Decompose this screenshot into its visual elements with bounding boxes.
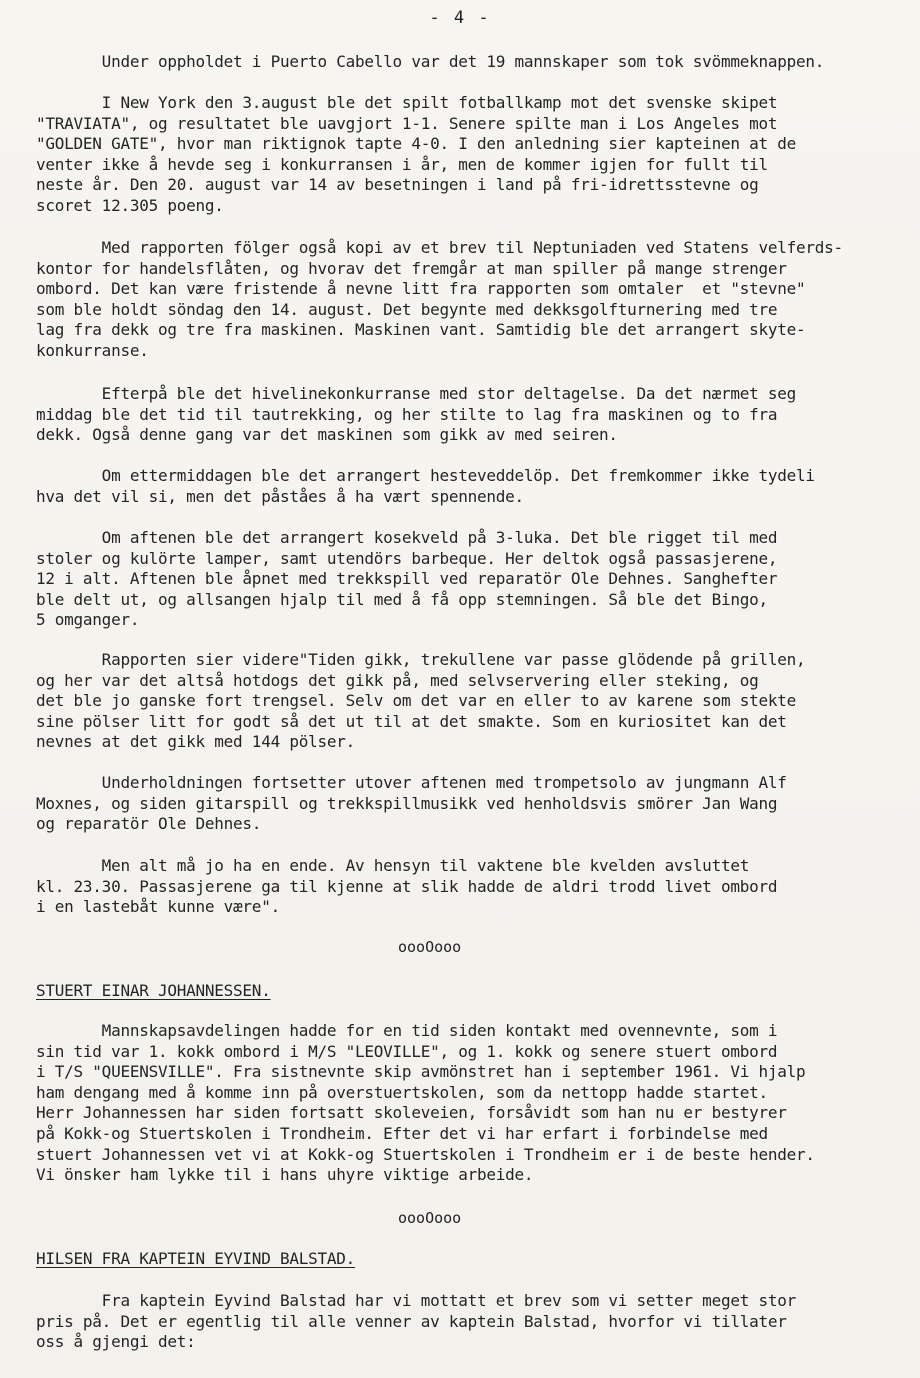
paragraph-line: Moxnes, og siden gitarspill og trekkspillmusikk ved henholdsvis smörer Jan Wang (36, 793, 778, 813)
paragraph-line: ham dengang med å komme inn på overstuertskolen, som da nettopp hadde startet. (36, 1082, 768, 1102)
paragraph-line: ble delt ut, og allsangen hjalp til med å få opp stemningen. Så ble det Bingo, (36, 589, 768, 609)
section-separator: oooOooo (398, 1209, 462, 1227)
paragraph-line: pris på. Det er egentlig til alle venner av kaptein Balstad, hvorfor vi tillater (36, 1311, 787, 1331)
paragraph-line: Vi önsker ham lykke til i hans uhyre viktige arbeide. (36, 1165, 534, 1185)
page-number: - 4 - (429, 8, 491, 28)
paragraph-line: i T/S "QUEENSVILLE". Fra sistnevnte skip avmönstret han i september 1961. Vi hjalp (36, 1062, 806, 1082)
paragraph-line: hva det vil si, men det påståes å ha vært spennende. (36, 486, 524, 506)
paragraph-line: Men alt må jo ha en ende. Av hensyn til vaktene ble kvelden avsluttet (36, 856, 750, 875)
paragraph-line: Om ettermiddagen ble det arrangert hesteveddelöp. Det fremkommer ikke tydeli (36, 466, 815, 485)
paragraph-line: Under oppholdet i Puerto Cabello var det 19 mannskaper som tok svömmeknappen. (36, 52, 825, 71)
paragraph-line: og reparatör Ole Dehnes. (36, 814, 262, 834)
paragraph-line: det ble jo ganske fort trengsel. Selv om det var en eller to av karene som stekte (36, 691, 797, 711)
paragraph-line: kontor for handelsflåten, og hvorav det fremgår at man spiller på mange strenger (36, 258, 787, 278)
paragraph-line: Underholdningen fortsetter utover aftenen med trompetsolo av jungmann Alf (36, 773, 787, 792)
paragraph-line: stoler og kulörte lamper, samt utendörs barbeque. Her deltok også passasjerene, (36, 548, 778, 568)
paragraph-line: 12 i alt. Aftenen ble åpnet med trekkspill ved reparatör Ole Dehnes. Sanghefter (36, 569, 778, 589)
paragraph-line: i en lastebåt kunne være". (36, 897, 280, 917)
section-separator: oooOooo (398, 938, 462, 956)
paragraph-line: ombord. Det kan være fristende å nevne litt fra rapporten som omtaler et "stevne" (36, 279, 806, 299)
paragraph-line: nevnes at det gikk med 144 pölser. (36, 732, 356, 752)
paragraph-line: på Kokk-og Stuertskolen i Trondheim. Efter det vi har erfart i forbindelse med (36, 1124, 768, 1143)
paragraph-line: lag fra dekk og tre fra maskinen. Maskinen vant. Samtidig ble det arrangert skyte- (36, 320, 806, 340)
paragraph-line: stuert Johannessen vet vi at Kokk-og Stuertskolen i Trondheim er i de beste hender. (36, 1144, 815, 1164)
paragraph-line: "GOLDEN GATE", hvor man riktignok tapte 4-0. I den anledning sier kapteinen at de (36, 134, 797, 154)
paragraph-line: Fra kaptein Eyvind Balstad har vi mottatt et brev som vi setter meget stor (36, 1291, 797, 1310)
paragraph-line: I New York den 3.august ble det spilt fotballkamp mot det svenske skipet (36, 93, 778, 112)
paragraph-line: Efterpå ble det hivelinekonkurranse med stor deltagelse. Da det nærmet seg (36, 384, 797, 403)
section-heading: HILSEN FRA KAPTEIN EYVIND BALSTAD. (36, 1249, 356, 1268)
paragraph-line: Rapporten sier videre"Tiden gikk, trekullene var passe glödende på grillen, (36, 650, 806, 669)
paragraph-line: og her var det altså hotdogs det gikk på, med selvservering eller steking, og (36, 670, 759, 690)
paragraph-line: Med rapporten fölger også kopi av et brev til Neptuniaden ved Statens velferds- (36, 238, 843, 257)
paragraph-line: dekk. Også denne gang var det maskinen som gikk av med seiren. (36, 425, 618, 445)
paragraph-line: Mannskapsavdelingen hadde for en tid siden kontakt med ovennevnte, som i (36, 1021, 778, 1040)
paragraph-line: oss å gjengi det: (36, 1332, 196, 1352)
paragraph-line: sin tid var 1. kokk ombord i M/S "LEOVILLE", og 1. kokk og senere stuert ombord (36, 1041, 778, 1061)
paragraph-line: kl. 23.30. Passasjerene ga til kjenne at slik hadde de aldri trodd livet ombord (36, 876, 778, 896)
paragraph-line: middag ble det tid til tautrekking, og her stilte to lag fra maskinen og to fra (36, 404, 778, 424)
paragraph-line: Herr Johannessen har siden fortsatt skoleveien, forsåvidt som han nu er bestyrer (36, 1103, 787, 1123)
section-heading: STUERT EINAR JOHANNESSEN. (36, 981, 271, 1000)
paragraph-line: som ble holdt söndag den 14. august. Det begynte med dekksgolfturnering med tre (36, 299, 778, 319)
paragraph-line: scoret 12.305 poeng. (36, 196, 224, 215)
paragraph-line: neste år. Den 20. august var 14 av besetningen i land på fri-idrettsstevne og (36, 175, 759, 195)
paragraph-line: 5 omganger. (36, 610, 140, 630)
paragraph-line: sine pölser litt for godt så det ut til at det smakte. Som en kuriositet kan det (36, 711, 787, 731)
paragraph-line: Om aftenen ble det arrangert kosekveld på 3-luka. Det ble rigget til med (36, 528, 778, 547)
paragraph-line: venter ikke å hevde seg i konkurransen i år, men de kommer igjen for fullt til (36, 154, 768, 174)
paragraph-line: "TRAVIATA", og resultatet ble uavgjort 1-1. Senere spilte man i Los Angeles mot (36, 113, 778, 133)
paragraph-line: konkurranse. (36, 341, 149, 360)
